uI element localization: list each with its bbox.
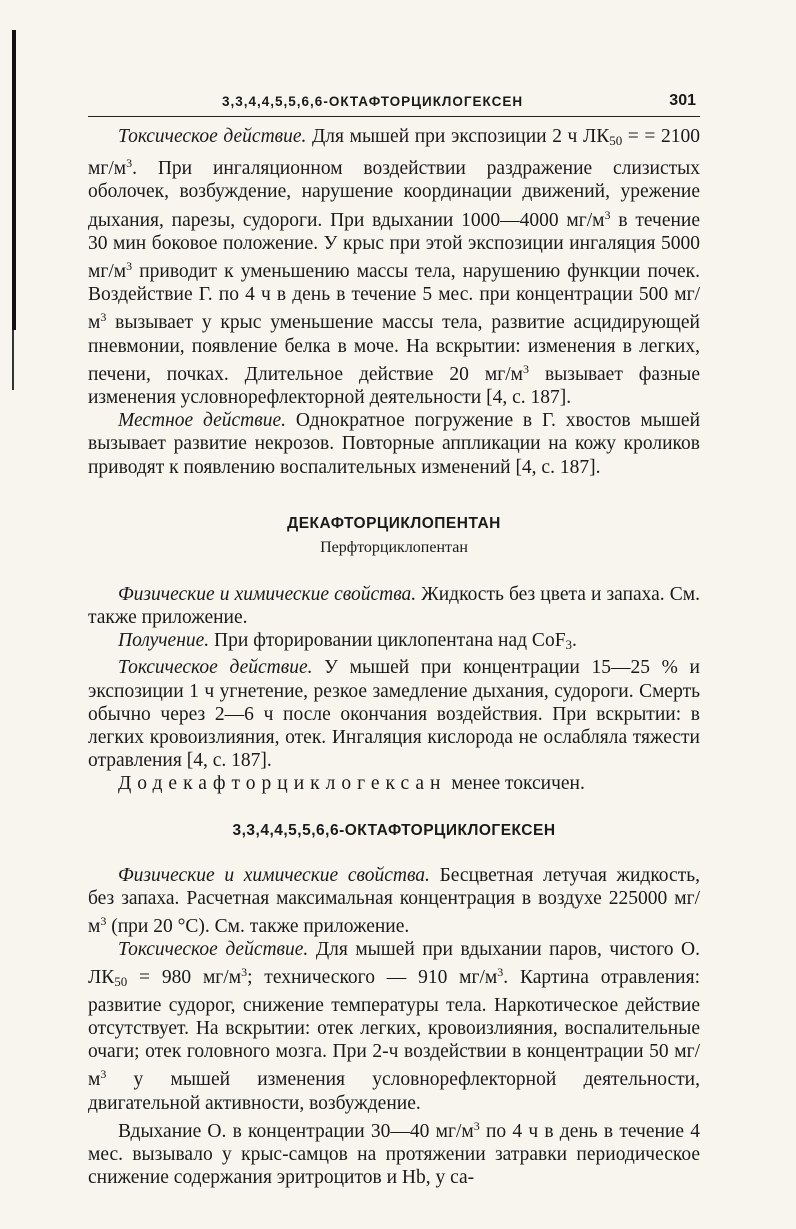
- page-edge-shadow-lower: [12, 330, 14, 390]
- section-decafluorocyclopentane: [88, 583, 700, 796]
- toxic-effect-paragraph: Токсическое действие. Для мышей при экспозиции 2 ч $ЛК_{50}$ = = 2100 $мг/м^3$. При ингаляционном воздействии раздражение слизистых оболочек, возбуждение, нарушение координации движений, урежение дыхания, парезы, судороги. При вдыхании 1000—4000 $мг/м^3$ в течение 30 мин боковое положение. У крыс при этой экспозиции ингаляция 5000 $мг/м^3$ приводит к уменьшению массы тела, нарушению функции почек. Воздействие Г. по 4 ч в день в течение 5 мес. при концентрации 500 $мг/м^3$ вызывает у крыс уменьшение массы тела, развитие асцидирующей пневмонии, появление белка в моче. На вскрытии: изменения в легких, печени, почках. Длительное действие 20 $мг/м^3$ вызывает фазные изменения условнорефлекторной деятельности [4, с. 187].: [88, 126, 701, 409]
- section-heading-octafluorocyclohexene: 3,3,4,4,5,5,6,6-ОКТАФТОРЦИКЛОГЕКСЕН: [232, 821, 556, 839]
- properties-paragraph: Физические и химические свойства. Бесцветная летучая жидкость, без запаха. Расчетная максимальная концентрация в воздухе 225000 $мг/м^3$ (при 20 °С). См. также приложение.: [88, 864, 700, 938]
- section-hexafluoro-continued: [88, 125, 700, 479]
- section-heading-decafluorocyclopentane: ДЕКАФТОРЦИКЛОПЕНТАН: [287, 514, 501, 532]
- local-effect-paragraph: Местное действие. Однократное погружение в Г. хвостов мышей вызывает развитие некрозов. Повторные аппликации на кожу кроликов приводят к появлению воспалительных изменений [4, с. 187].: [88, 410, 701, 478]
- page-edge-shadow: [12, 30, 16, 330]
- properties-paragraph: Физические и химические свойства. Жидкость без цвета и запаха. См. также приложение.: [88, 583, 700, 629]
- chronic-exposure-paragraph: Вдыхание О. в концентрации 30—40 $мг/м^3$ по 4 ч в день в течение 4 мес. вызывало у крыс-самцов на протяжении затравки периодическое снижение содержания эритроцитов и Hb, у са-: [88, 1118, 700, 1189]
- paragraph-label: Местное действие.: [118, 410, 286, 432]
- related-compound-paragraph: Додекафторциклогексан менее токсичен.: [118, 773, 585, 795]
- toxic-effect-paragraph: Токсическое действие. У мышей при концентрации 15—25 % и экспозиции 1 ч угнетение, резкое замедление дыхания, судороги. Смерть обычно через 2—6 ч после окончания воздействия. При вскрытии: в легких кровоизлияния, отек. Ингаляция кислорода не ослабляла тяжести отравления [4, с. 187].: [88, 657, 700, 772]
- section-subheading: Перфторциклопентан: [320, 538, 468, 556]
- toxic-effect-paragraph: Токсическое действие. Для мышей при вдыхании паров, чистого О. $ЛК_{50} = 980$ $мг/м^3$; технического — 910 $мг/м^3$. Картина отравления: развитие судорог, снижение температуры тела. Наркотическое действие отсутствует. На вскрытии: отек легких, кровоизлияния, воспалительные очаги; отек головного мозга. При 2-ч воздействии в концентрации 50 $мг/м^3$ у мышей изменения условнорефлекторной деятельности, двигательной активности, возбуждение.: [88, 939, 701, 1114]
- running-head: [88, 90, 700, 117]
- running-head-title: 3,3,4,4,5,5,6,6-ОКТАФТОРЦИКЛОГЕКСЕН: [222, 94, 524, 109]
- section-octafluorocyclohexene: [88, 864, 700, 1190]
- book-page: [88, 90, 700, 1189]
- page-number: 301: [669, 92, 696, 109]
- paragraph-label: Токсическое действие.: [118, 126, 307, 147]
- preparation-paragraph: Получение. При фторировании циклопентана над CoF$_3$.: [118, 630, 577, 653]
